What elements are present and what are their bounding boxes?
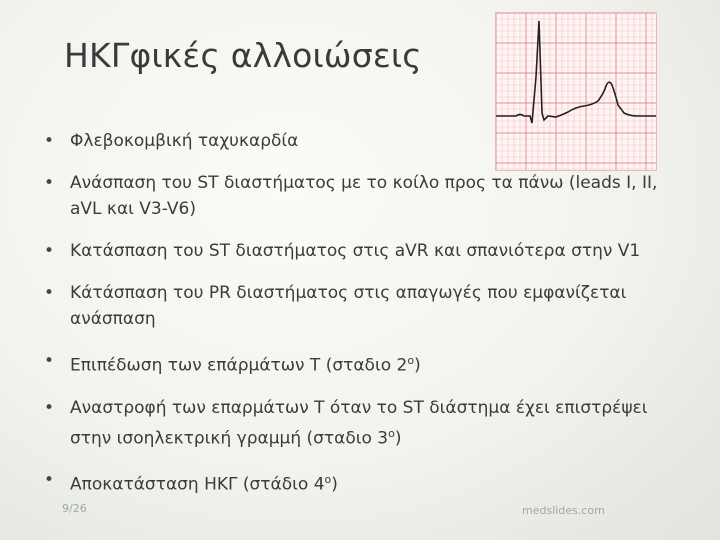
bullet-text: Κατάσπαση του ST διαστήματος στις aVR και σπανιότερα στην V1 (70, 241, 641, 261)
page-number: 9/26 (62, 502, 87, 515)
bullet-dot: • (44, 241, 55, 261)
slide-title: ΗΚΓφικές αλλοιώσεις (64, 36, 422, 75)
bullet-text: Αποκατάσταση ΗΚΓ (στάδιο 4 (70, 474, 325, 495)
bullet-dot: • (44, 351, 55, 371)
credit-text: medslides.com (522, 504, 605, 517)
bullet-dot: • (44, 173, 55, 193)
superscript: ο (407, 354, 415, 367)
bullet-item (44, 170, 664, 222)
superscript: ο (388, 426, 395, 440)
bullet-item (44, 238, 664, 264)
bullet-text: Κάτάσπαση του PR διαστήματος στις απαγωγές που εμφανίζεται ανάσπαση (70, 283, 627, 329)
bullet-dot: • (44, 283, 55, 303)
bullet-item (44, 280, 664, 332)
superscript: ο (324, 473, 332, 487)
bullet-item (44, 467, 664, 498)
bullet-dot: • (44, 397, 55, 418)
bullet-list (44, 128, 664, 514)
bullet-text: Φλεβοκομβική ταχυκαρδία (70, 131, 299, 151)
bullet-tail: ) (331, 474, 338, 495)
bullet-dot: • (44, 131, 55, 151)
bullet-item (44, 395, 664, 452)
bullet-item (44, 128, 664, 154)
bullet-text: Ανάσπαση του ST διαστήματος με το κοίλο προς τα πάνω (leads I, II, aVL και V3-V6) (70, 173, 658, 219)
bullet-dot: • (44, 470, 55, 491)
bullet-text: Επιπέδωση των επάρμάτων T (σταδιο 2 (70, 355, 408, 376)
bullet-tail: ) (394, 428, 402, 449)
bullet-tail: ) (414, 355, 421, 376)
bullet-item (44, 348, 664, 379)
bullet-text: Αναστροφή των επαρμάτων T όταν το ST διάστημα έχει επιστρέψει στην ισοηλεκτρική γραμμή (σταδιο 3 (70, 397, 648, 449)
